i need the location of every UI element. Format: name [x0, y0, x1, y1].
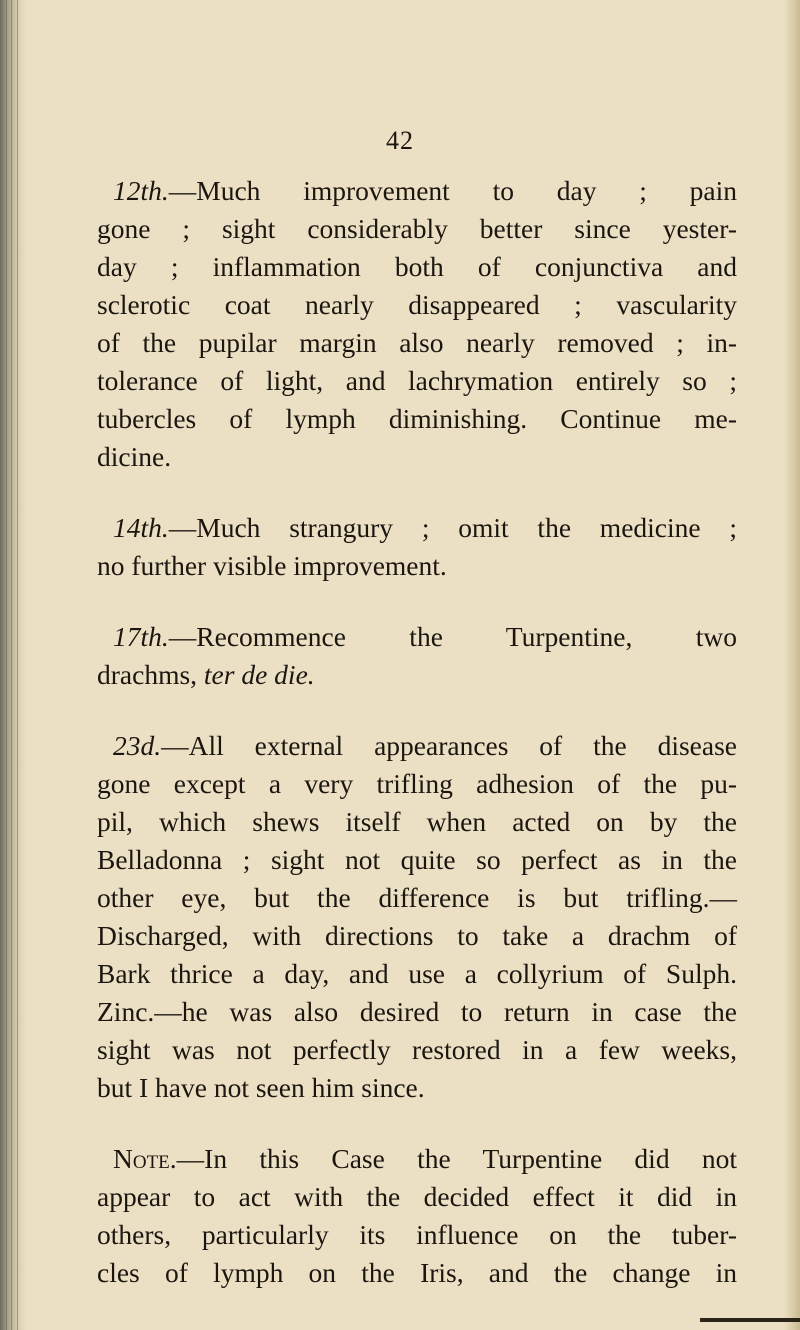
entry-line: Discharged, with directions to take a drachm of	[97, 920, 737, 951]
entry-line: Bark thrice a day, and use a collyrium of Sulph.	[97, 958, 737, 989]
entry-line: appear to act with the decided effect it did in	[97, 1181, 737, 1212]
entry-line: gone ; sight considerably better since yester-	[97, 213, 737, 244]
entry-date: 12th.	[113, 175, 169, 206]
binding-gutter	[0, 0, 26, 1330]
gutter-line	[11, 0, 12, 1330]
page-number: 42	[386, 126, 414, 155]
entry-line: gone except a very trifling adhesion of the pu-	[97, 768, 737, 799]
page-right-edge	[784, 0, 800, 1330]
entry-line: of the pupilar margin also nearly removed ; in-	[97, 327, 737, 358]
entry-line: cles of lymph on the Iris, and the change in	[97, 1257, 737, 1288]
entry-line: other eye, but the difference is but trifling.—	[97, 882, 737, 913]
entry-date: 23d.	[113, 730, 162, 761]
entry-line: others, particularly its influence on the tuber-	[97, 1219, 737, 1250]
gutter-line	[17, 0, 18, 1330]
entry-line: Zinc.—he was also desired to return in case the	[97, 996, 737, 1027]
entry-line: 23d.—All external appearances of the disease	[113, 730, 737, 761]
entry-line: tolerance of light, and lachrymation entirely so ;	[97, 365, 737, 396]
note-paragraph	[97, 1140, 737, 1292]
entry-line: sclerotic coat nearly disappeared ; vascularity	[97, 289, 737, 320]
entry-line: drachms, ter de die.	[97, 659, 315, 690]
page-body	[97, 172, 737, 1325]
entry-23d	[97, 727, 737, 1107]
entry-line: 12th.—Much improvement to day ; pain	[113, 175, 737, 206]
entry-14th	[97, 509, 737, 585]
entry-line: but I have not seen him since.	[97, 1072, 425, 1103]
entry-line: 14th.—Much strangury ; omit the medicine ;	[113, 512, 737, 543]
entry-17th	[97, 618, 737, 694]
note-label: Note.	[113, 1143, 177, 1174]
entry-date: 14th.	[113, 512, 169, 543]
latin-dosage: ter de die.	[203, 659, 315, 690]
entry-date: 17th.	[113, 621, 169, 652]
entry-line: sight was not perfectly restored in a few weeks,	[97, 1034, 737, 1065]
entry-line: no further visible improvement.	[97, 550, 447, 581]
entry-12th	[97, 172, 737, 476]
entry-line: day ; inflammation both of conjunctiva and	[97, 251, 737, 282]
entry-line: Note.—In this Case the Turpentine did not	[113, 1143, 737, 1174]
entry-line: pil, which shews itself when acted on by the	[97, 806, 737, 837]
entry-line: Belladonna ; sight not quite so perfect as in the	[97, 844, 737, 875]
entry-line: tubercles of lymph diminishing. Continue me-	[97, 403, 737, 434]
gutter-line	[6, 0, 7, 1330]
entry-line: 17th.—Recommence the Turpentine, two	[113, 621, 737, 652]
entry-line: dicine.	[97, 441, 172, 472]
